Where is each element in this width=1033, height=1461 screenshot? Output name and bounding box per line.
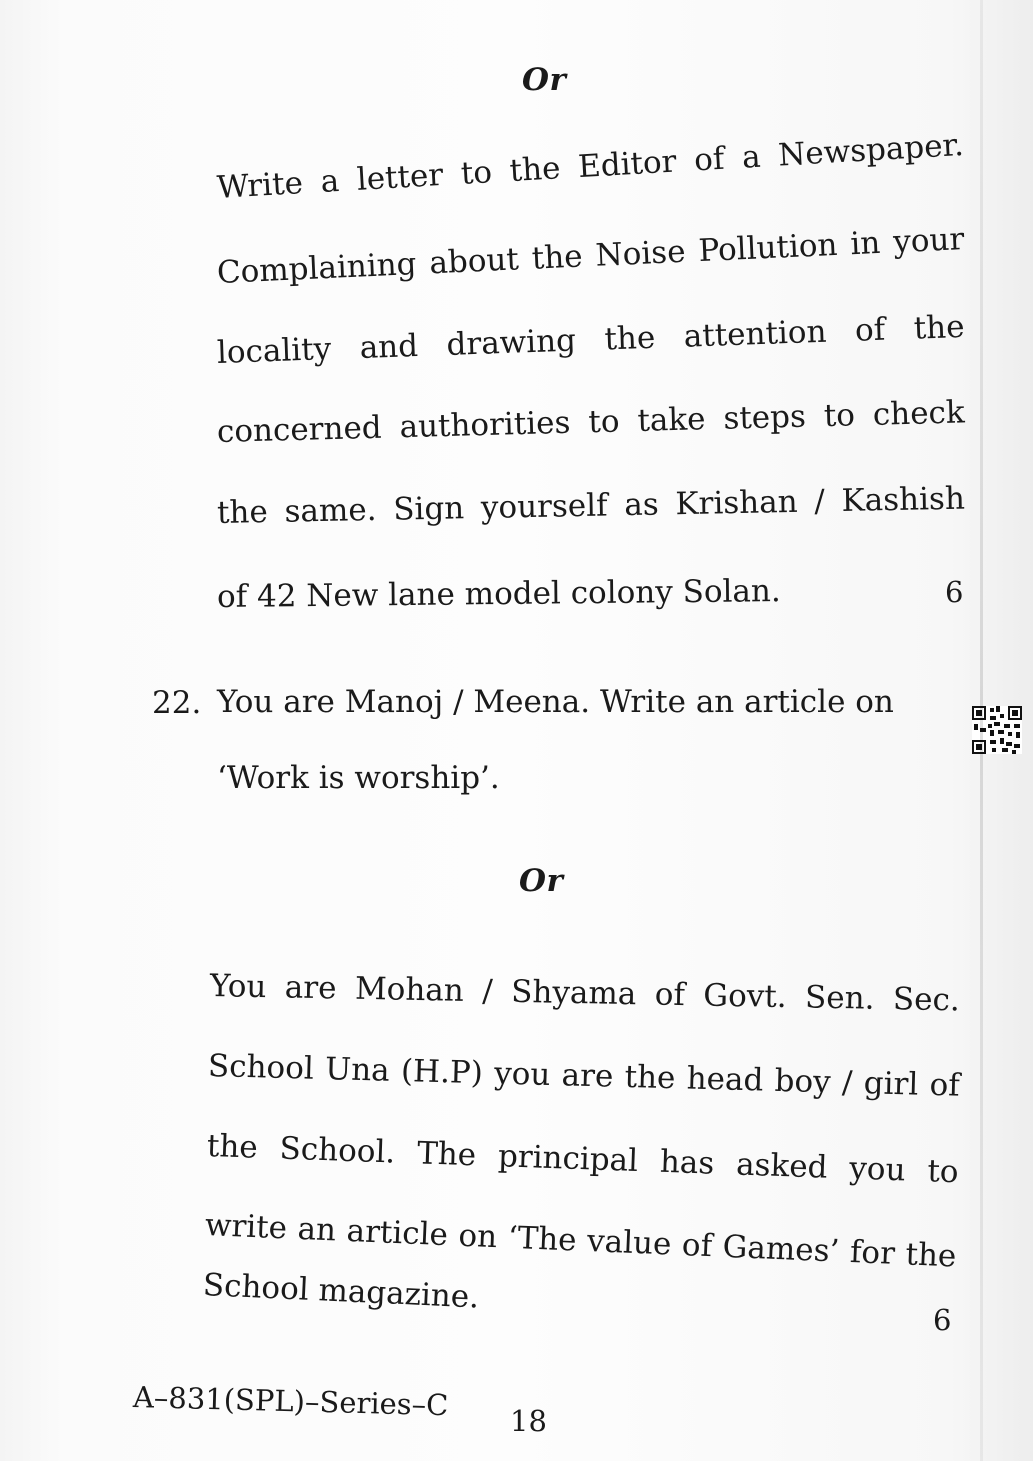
word: Sec. bbox=[892, 981, 961, 1019]
word: are bbox=[284, 969, 337, 1007]
word: Games’ bbox=[721, 1228, 841, 1270]
word: Noise bbox=[594, 233, 687, 274]
word: a bbox=[740, 138, 762, 176]
word: Editor bbox=[577, 143, 678, 186]
word: / bbox=[481, 973, 494, 1010]
word: Sen. bbox=[804, 979, 875, 1017]
q22-or-line-1 bbox=[210, 968, 961, 1018]
word: for bbox=[849, 1234, 896, 1272]
word: as bbox=[623, 486, 660, 524]
word: The bbox=[416, 1135, 477, 1174]
word: of bbox=[854, 311, 886, 349]
word: you bbox=[493, 1055, 551, 1093]
word: the bbox=[913, 308, 966, 347]
word: of bbox=[693, 140, 726, 179]
word: the bbox=[216, 494, 269, 531]
word: Pollution bbox=[697, 226, 839, 270]
q21-or-line-1 bbox=[216, 127, 965, 206]
word: Govt. bbox=[703, 977, 787, 1016]
q22-or-line-2 bbox=[208, 1048, 961, 1104]
word: asked bbox=[735, 1146, 829, 1186]
word: drawing bbox=[445, 322, 577, 363]
word: girl bbox=[863, 1065, 919, 1103]
q22-marks: 6 bbox=[933, 1303, 952, 1337]
word: Una bbox=[324, 1051, 391, 1089]
word: the bbox=[904, 1236, 958, 1275]
word: (H.P) bbox=[400, 1053, 484, 1092]
q22-or-line-3 bbox=[206, 1128, 959, 1190]
or-heading-middle: Or bbox=[519, 863, 564, 899]
word: write bbox=[204, 1207, 288, 1247]
word: same. bbox=[284, 491, 377, 530]
word: steps bbox=[722, 398, 807, 437]
word: Newspaper. bbox=[777, 126, 965, 174]
word: yourself bbox=[480, 487, 608, 526]
word: Mohan bbox=[354, 970, 465, 1009]
word: boy bbox=[774, 1062, 832, 1101]
word: has bbox=[659, 1143, 715, 1182]
or-heading-top: Or bbox=[522, 62, 567, 98]
word: on bbox=[457, 1217, 498, 1256]
q21-or-line-5 bbox=[217, 481, 966, 531]
word: letter bbox=[355, 156, 445, 198]
word: School bbox=[207, 1048, 315, 1087]
word: and bbox=[359, 327, 419, 367]
word: Shyama bbox=[510, 973, 637, 1013]
word: take bbox=[636, 401, 706, 439]
word: authorities bbox=[399, 404, 571, 446]
word: concerned bbox=[216, 409, 383, 450]
word: of bbox=[929, 1066, 961, 1104]
q21-marks: 6 bbox=[945, 575, 964, 609]
word: to bbox=[587, 403, 620, 441]
word: Krishan bbox=[675, 483, 798, 523]
word: the bbox=[508, 150, 562, 190]
footer-series: A–831(SPL)–Series–C bbox=[132, 1380, 449, 1423]
word: Write bbox=[215, 165, 304, 206]
word: the bbox=[206, 1128, 259, 1166]
q22-line-1: You are Manoj / Meena. Write an article on bbox=[217, 684, 894, 720]
word: to bbox=[459, 154, 493, 192]
word: to bbox=[823, 397, 856, 435]
word: School. bbox=[279, 1130, 396, 1171]
q21-or-line-3 bbox=[216, 309, 965, 371]
q22-number: 22. bbox=[152, 685, 202, 721]
word: of bbox=[654, 976, 686, 1014]
word: Sign bbox=[392, 490, 465, 528]
word: You bbox=[209, 968, 267, 1006]
word: principal bbox=[497, 1138, 639, 1180]
word: the bbox=[624, 1058, 676, 1097]
q22-or-line-5: School magazine. bbox=[202, 1267, 480, 1316]
word: ‘The bbox=[507, 1219, 578, 1259]
word: your bbox=[892, 221, 966, 261]
qr-code-icon bbox=[972, 706, 1022, 754]
word: check bbox=[872, 394, 966, 433]
word: head bbox=[686, 1060, 764, 1099]
footer-page-number: 18 bbox=[510, 1404, 547, 1438]
word: / bbox=[814, 483, 826, 520]
word: Kashish bbox=[841, 480, 966, 520]
word: of bbox=[681, 1227, 713, 1265]
word: attention bbox=[683, 313, 828, 355]
q21-or-line-2 bbox=[216, 221, 965, 291]
word: the bbox=[603, 319, 656, 358]
word: in bbox=[849, 224, 882, 263]
word: an bbox=[296, 1210, 337, 1249]
word: Complaining bbox=[216, 245, 418, 291]
q21-or-line-6: of 42 New lane model colony Solan. bbox=[216, 573, 781, 615]
word: / bbox=[841, 1064, 853, 1101]
word: value bbox=[586, 1223, 673, 1263]
word: you bbox=[848, 1150, 907, 1189]
word: to bbox=[926, 1153, 960, 1191]
q22-line-2: ‘Work is worship’. bbox=[217, 760, 500, 796]
word: a bbox=[319, 162, 341, 200]
q21-or-line-4 bbox=[217, 394, 966, 450]
word: are bbox=[561, 1057, 614, 1095]
word: article bbox=[345, 1212, 449, 1254]
word: locality bbox=[216, 331, 332, 371]
word: about bbox=[428, 241, 520, 282]
q22-or-line-4 bbox=[204, 1207, 957, 1274]
word: the bbox=[530, 238, 584, 277]
